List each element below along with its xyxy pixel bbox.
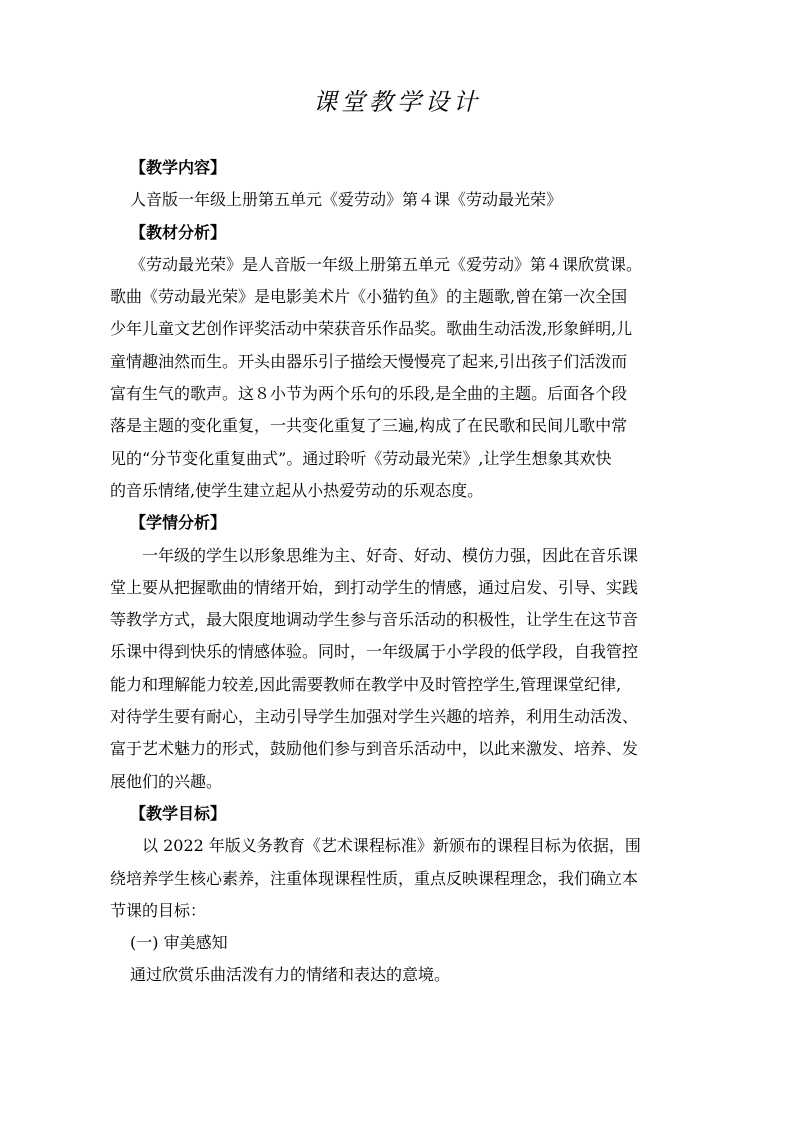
section-heading-content: 【教学内容】	[130, 158, 227, 177]
section-heading-students: 【学情分析】	[130, 513, 227, 533]
students-line: 能力和理解能力较差,因此需要教师在教学中及时管控学生,管理课堂纪律,	[110, 674, 622, 694]
students-line: 富于艺术魅力的形式，鼓励他们参与到音乐活动中，以此来激发、培养、发	[110, 739, 639, 759]
content-line: 人音版一年级上册第五单元《爱劳动》第４课《劳动最光荣》	[130, 190, 563, 210]
material-line: 落是主题的变化重复，一共变化重复了三遍,构成了在民歌和民间儿歌中常	[110, 416, 628, 436]
material-line: 富有生气的歌声。这８小节为两个乐句的乐段,是全曲的主题。后面各个段	[110, 384, 628, 404]
goals-line: 绕培养学生核心素养，注重体现课程性质，重点反映课程理念，我们确立本	[110, 868, 639, 888]
material-line: 《劳动最光荣》是人音版一年级上册第五单元《爱劳动》第４课欣赏课。	[130, 254, 643, 274]
material-line: 见的“分节变化重复曲式”。通过聆听《劳动最光荣》,让学生想象其欢快	[110, 448, 612, 468]
students-line: 展他们的兴趣。	[110, 771, 223, 791]
document-body	[110, 152, 706, 992]
goals-line: 节课的目标：	[110, 900, 207, 920]
section-heading-goals: 【教学目标】	[130, 803, 227, 823]
aesthetic-line: 通过欣赏乐曲活泼有力的情绪和表达的意境。	[130, 965, 451, 985]
students-line: 堂上要从把握歌曲的情绪开始，到打动学生的情感，通过启发、引导、实践	[110, 577, 639, 597]
page-title: 课堂教学设计	[313, 88, 481, 116]
students-line: 乐课中得到快乐的情感体验。同时，一年级属于小学段的低学段，自我管控	[110, 642, 639, 662]
students-line: 对待学生要有耐心，主动引导学生加强对学生兴趣的培养，利用生动活泼、	[110, 707, 639, 727]
material-line: 的音乐情绪,使学生建立起从小热爱劳动的乐观态度。	[110, 480, 484, 500]
material-line: 少年儿童文艺创作评奖活动中荣获音乐作品奖。歌曲生动活泼,形象鲜明,儿	[110, 319, 633, 339]
material-line: 童情趣油然而生。开头由器乐引子描绘天慢慢亮了起来,引出孩子们活泼而	[110, 351, 628, 371]
students-line: 等教学方式，最大限度地调动学生参与音乐活动的积极性，让学生在这节音	[110, 610, 639, 630]
goals-line: 以 2022 年版义务教育《艺术课程标准》新颁布的课程目标为依据，围	[142, 836, 641, 856]
section-heading-material: 【教材分析】	[130, 222, 227, 242]
students-line: 一年级的学生以形象思维为主、好奇、好动、模仿力强，因此在音乐课	[142, 545, 639, 565]
subheading-aesthetic: (一) 审美感知	[130, 933, 228, 953]
material-line: 歌曲《劳动最光荣》是电影美术片《小猫钓鱼》的主题歌,曾在第一次全国	[110, 287, 628, 307]
